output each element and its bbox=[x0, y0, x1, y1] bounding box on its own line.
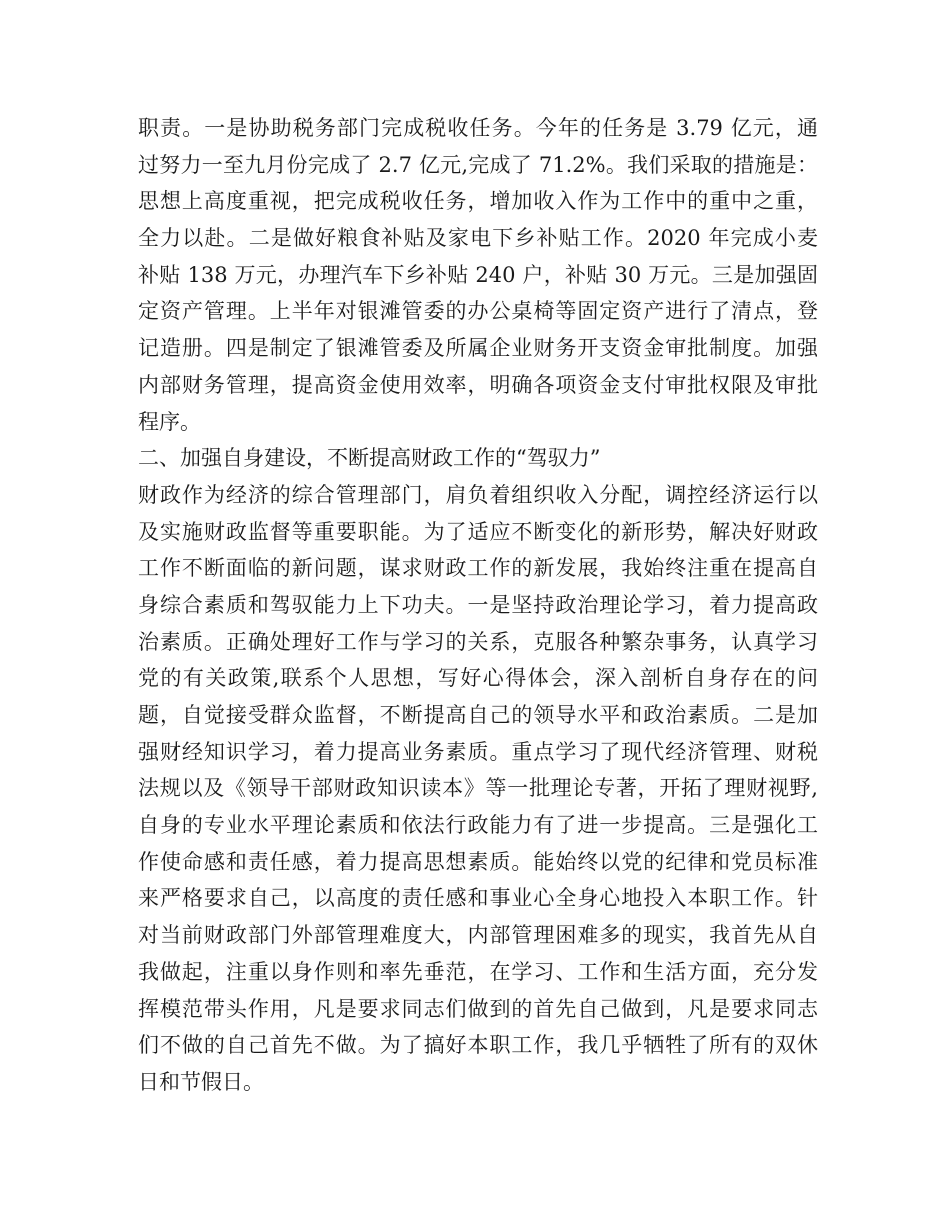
text-line: 法规以及《领导干部财政知识读本》等一批理论专著，开拓了理财视野, bbox=[138, 776, 818, 801]
text-line: 党的有关政策,联系个人思想，写好心得体会，深入剖析自身存在的问 bbox=[138, 666, 818, 691]
text-line: 记造册。四是制定了银滩管委及所属企业财务开支资金审批制度。加强 bbox=[138, 336, 818, 361]
body-text bbox=[138, 110, 818, 1101]
text-line: 全力以赴。二是做好粮食补贴及家电下乡补贴工作。2020 年完成小麦 bbox=[138, 226, 818, 251]
text-line: 们不做的自己首先不做。为了搞好本职工作，我几乎牺牲了所有的双休 bbox=[138, 1033, 818, 1058]
text-line: 定资产管理。上半年对银滩管委的办公桌椅等固定资产进行了清点，登 bbox=[138, 299, 818, 324]
text-line: 作使命感和责任感，着力提高思想素质。能始终以党的纪律和党员标准 bbox=[138, 849, 818, 874]
text-line: 自身的专业水平理论素质和依法行政能力有了进一步提高。三是强化工 bbox=[138, 813, 818, 838]
text-line: 身综合素质和驾驭能力上下功夫。一是坚持政治理论学习，着力提高政 bbox=[138, 592, 818, 617]
text-line: 我做起，注重以身作则和率先垂范，在学习、工作和生活方面，充分发 bbox=[138, 959, 818, 984]
text-line: 内部财务管理，提高资金使用效率，明确各项资金支付审批权限及审批 bbox=[138, 372, 818, 397]
text-line: 过努力一至九月份完成了 2.7 亿元,完成了 71.2%。我们采取的措施是： bbox=[138, 152, 818, 177]
text-line: 程序。 bbox=[138, 409, 201, 434]
text-line: 补贴 138 万元，办理汽车下乡补贴 240 户，补贴 30 万元。三是加强固 bbox=[138, 262, 818, 287]
text-line: 挥模范带头作用，凡是要求同志们做到的首先自己做到，凡是要求同志 bbox=[138, 996, 818, 1021]
text-line: 治素质。正确处理好工作与学习的关系，克服各种繁杂事务，认真学习 bbox=[138, 629, 818, 654]
text-line: 强财经知识学习，着力提高业务素质。重点学习了现代经济管理、财税 bbox=[138, 739, 818, 764]
text-line: 对当前财政部门外部管理难度大，内部管理困难多的现实，我首先从自 bbox=[138, 923, 818, 948]
text-line: 日和节假日。 bbox=[138, 1069, 264, 1094]
text-line: 来严格要求自己，以高度的责任感和事业心全身心地投入本职工作。针 bbox=[138, 886, 818, 911]
text-line: 及实施财政监督等重要职能。为了适应不断变化的新形势，解决好财政 bbox=[138, 519, 818, 544]
section-heading: 二、加强自身建设，不断提高财政工作的“驾驭力” bbox=[138, 446, 601, 471]
text-line: 工作不断面临的新问题，谋求财政工作的新发展，我始终注重在提高自 bbox=[138, 556, 818, 581]
text-line: 财政作为经济的综合管理部门，肩负着组织收入分配，调控经济运行以 bbox=[138, 482, 818, 507]
text-line: 思想上高度重视，把完成税收任务，增加收入作为工作中的重中之重， bbox=[138, 189, 818, 214]
text-line: 职责。一是协助税务部门完成税收任务。今年的任务是 3.79 亿元，通 bbox=[138, 116, 818, 140]
text-line: 题，自觉接受群众监督，不断提高自己的领导水平和政治素质。二是加 bbox=[138, 703, 818, 727]
